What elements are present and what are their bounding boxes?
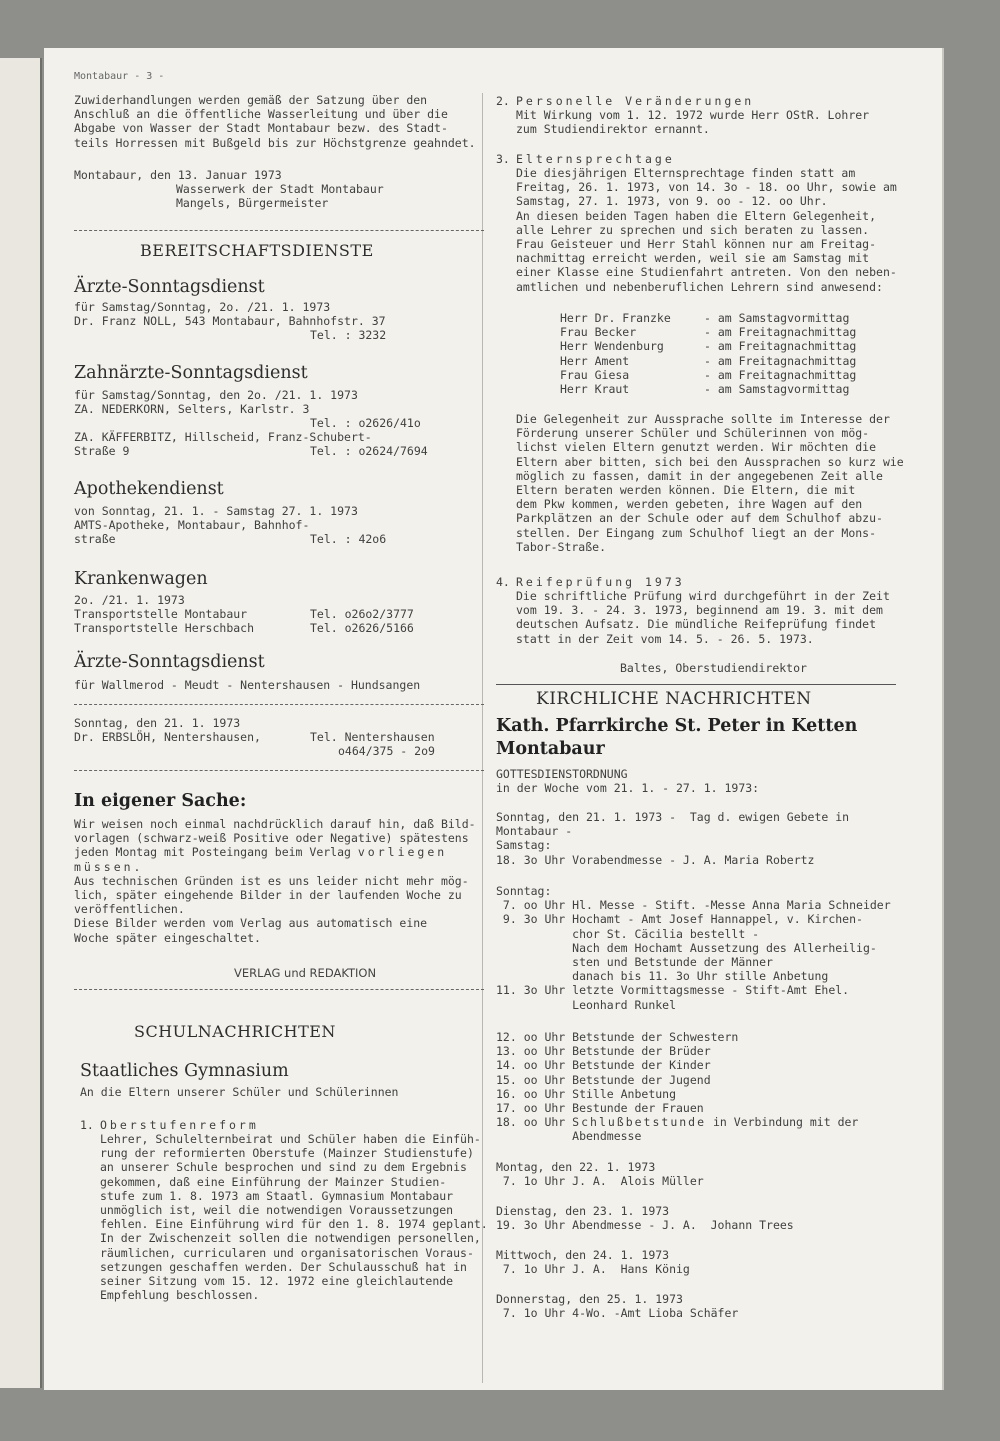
reifepruefung-paragraph [516, 589, 890, 646]
list-number: 3. [496, 152, 510, 166]
sunday-masses [496, 884, 891, 1012]
text-line: stufe zum 1. 8. 1973 am Staatl. Gymnasium Montabaur [100, 1188, 454, 1203]
text-line [496, 1115, 858, 1129]
text-line: Straße 9 [74, 444, 130, 458]
phone: Tel. : o2626/41o [310, 416, 421, 430]
text-line: 11. 3o Uhr letzte Vormittagsmesse - Stift-Amt Ehel. [496, 983, 850, 998]
text-line: Parkplätzen an der Schule oder auf dem Schulhof abzu- [516, 511, 883, 526]
text-line: Samstag, 27. 1. 1973, von 9. oo - 12. oo Uhr. [516, 194, 828, 209]
phone: Tel. o2626/5166 [310, 621, 414, 635]
sign-line: Wasserwerk der Stadt Montabaur [176, 182, 384, 196]
text-line: dem Pkw kommen, werden gebeten, ihre Wagen auf den [516, 497, 863, 512]
heading-gymnasium: Staatliches Gymnasium [80, 1061, 289, 1081]
elternsprechtage-paragraph [516, 166, 897, 294]
day-date: Mittwoch, den 24. 1. 1973 [496, 1248, 670, 1262]
text-line: deutschen Aufsatz. Die mündliche Reifeprüfung findet [516, 617, 877, 632]
text-line: seiner Sitzung vom 15. 12. 1972 eine gleichlautende [100, 1274, 454, 1289]
text-line: Die Gelegenheit zur Aussprache sollte im Interesse der [516, 412, 890, 426]
teacher-name: Herr Dr. Franzke [560, 311, 671, 325]
text-line: Samstag: [496, 838, 552, 853]
text-line: straße [74, 532, 116, 546]
text-line: lichst vielen Eltern genutzt werden. Wir möchten die [516, 440, 877, 455]
text-line: Zuwiderhandlungen werden gemäß der Satzung über den [74, 93, 428, 107]
text-line: Montabaur - [496, 824, 573, 839]
item-title: Oberstufenreform [100, 1118, 259, 1132]
text-line: Empfehlung beschlossen. [100, 1288, 260, 1303]
heading-church-town: Montabaur [496, 739, 605, 759]
sunday-schedule [496, 810, 849, 867]
text-line: 9. 3o Uhr Hochamt - Amt Josef Hannappel, v. Kirchen- [496, 912, 863, 927]
teacher-name: Herr Kraut [560, 382, 630, 397]
eigene-sache-paragraph [74, 817, 476, 945]
phone: Tel. Nentershausen [310, 730, 435, 744]
text-line: Woche später eingeschaltet. [74, 930, 261, 945]
text-line: AMTS-Apotheke, Montabaur, Bahnhof- [74, 518, 310, 532]
elternsprechtage-paragraph-2 [516, 412, 904, 554]
list-item [560, 311, 856, 325]
text-part: in Verbindung mit der [706, 1115, 859, 1130]
list-item [560, 354, 856, 368]
teacher-time: - am Freitagnachmittag [704, 339, 857, 354]
day-date: Dienstag, den 23. 1. 1973 [496, 1204, 670, 1218]
teacher-time: - am Samstagvormittag [704, 382, 850, 397]
text-line: 14. oo Uhr Betstunde der Kinder [496, 1058, 711, 1073]
text-line: von Sonntag, 21. 1. - Samstag 27. 1. 1973 [74, 504, 358, 518]
text-line: Abgabe von Wasser der Stadt Montabaur bezw. des Stadt- [74, 121, 448, 136]
text-line: Frau Geisteuer und Herr Stahl können nur am Freitag- [516, 237, 877, 252]
text-line: 13. oo Uhr Betstunde der Brüder [496, 1044, 711, 1059]
text-line: Tabor-Straße. [516, 539, 607, 554]
divider-line [74, 230, 484, 231]
text-line: Leonhard Runkel [496, 997, 677, 1012]
teacher-time: - am Freitagnachmittag [704, 353, 857, 368]
teacher-list [560, 311, 856, 396]
previous-page-edge [0, 58, 42, 1388]
divider-line [74, 770, 484, 771]
teacher-name: Frau Giesa [560, 367, 630, 382]
text-line: Sonntag, den 21. 1. 1973 - Tag d. ewigen Gebete in [496, 810, 850, 824]
text-line: stellen. Der Eingang zum Schulhof liegt an der Mons- [516, 525, 877, 540]
text-line: an unserer Schule besprochen und sind zu dem Ergebnis [100, 1160, 467, 1175]
teacher-time: - am Freitagnachmittag [704, 367, 857, 382]
text-line: Förderung unserer Schüler und Schülerinnen von mög- [516, 426, 870, 441]
verlag-sign: VERLAG und REDAKTION [234, 966, 377, 980]
teacher-time: - am Freitagnachmittag [704, 325, 857, 340]
text-line: In der Zwischenzeit sollen die notwendigen personellen, [100, 1231, 481, 1246]
school-sign: Baltes, Oberstudiendirektor [620, 661, 807, 675]
section-title-bereitschaft: BEREITSCHAFTSDIENSTE [140, 241, 374, 260]
text-line: nachmittag erreicht werden, weil sie am Samstag mit [516, 251, 870, 266]
section-title-schulnachrichten: SCHULNACHRICHTEN [134, 1022, 336, 1041]
text-line: sten und Betstunde der Männer [496, 955, 773, 970]
newspaper-page [44, 48, 942, 1390]
heading-church: Kath. Pfarrkirche St. Peter in Ketten [496, 716, 858, 736]
phone: Tel. : 42o6 [310, 532, 387, 546]
text-line: 12. oo Uhr Betstunde der Schwestern [496, 1030, 739, 1044]
text-line: statt in der Zeit vom 14. 5. - 26. 5. 1973. [516, 631, 814, 646]
heading-zahnaerzte: Zahnärzte-Sonntagsdienst [74, 363, 308, 383]
text-line: ZA. NEDERKORN, Selters, Karlstr. 3 [74, 402, 310, 416]
text-line: unmöglich ist, weil die notwendigen Voraussetzungen [100, 1203, 454, 1218]
text-line: setzungen geschaffen werden. Der Schulausschuß hat in [100, 1259, 467, 1274]
text-line: An diesen beiden Tagen haben die Eltern Gelegenheit, [516, 208, 877, 223]
list-number: 1. [80, 1118, 94, 1132]
text-line: amtlichen und nebenberuflichen Lehrern sind anwesend: [516, 279, 883, 294]
text-line: Freitag, 26. 1. 1973, von 14. 3o - 18. oo Uhr, sowie am [516, 180, 897, 195]
list-number: 4. [496, 575, 510, 589]
text-part: jeden Montag mit Posteingang beim Verlag [74, 845, 358, 860]
teacher-name: Herr Wendenburg [560, 339, 664, 354]
heading-aerzte-wallmerod: Ärzte-Sonntagsdienst [74, 652, 265, 672]
section-title-kirchlich: KIRCHLICHE NACHRICHTEN [536, 689, 812, 709]
teacher-time: - am Samstagvormittag [704, 311, 850, 325]
text-line: chor St. Cäcilia bestellt - [496, 926, 760, 941]
text-line: für Wallmerod - Meudt - Nentershausen - Hundsangen [74, 678, 421, 692]
text-line: gekommen, daß eine Einführung der Mainzer Studien- [100, 1174, 447, 1189]
text-line: lich, später eingehende Bilder in der laufenden Woche zu [74, 888, 462, 903]
text-line: 17. oo Uhr Bestunde der Frauen [496, 1101, 704, 1116]
heading-apotheke: Apothekendienst [74, 479, 224, 499]
teacher-name: Frau Becker [560, 325, 637, 340]
text-line: Nach dem Hochamt Aussetzung des Allerheilig- [496, 940, 877, 955]
text-line: räumlichen, curricularen und organisatorischen Voraus- [100, 1245, 474, 1260]
text-line: Anschluß an die öffentliche Wasserleitung und über die [74, 107, 448, 122]
day-entry: 7. 1o Uhr J. A. Alois Müller [496, 1174, 704, 1188]
oberstufe-paragraph [100, 1132, 488, 1302]
heading-krankenwagen: Krankenwagen [74, 569, 208, 589]
text-line: Dr. ERBSLÖH, Nentershausen, [74, 730, 261, 744]
text-line: zum Studiendirektor ernannt. [516, 122, 710, 136]
text-line: Sonntag, den 21. 1. 1973 [74, 716, 241, 730]
text-line: 2o. /21. 1. 1973 [74, 593, 185, 607]
betstunden [496, 1030, 858, 1144]
text-line: Dr. Franz NOLL, 543 Montabaur, Bahnhofstr. 37 [74, 314, 386, 328]
text-line: Transportstelle Montabaur [74, 607, 248, 621]
text-line: Die diesjährigen Elternsprechtage finden statt am [516, 166, 856, 180]
text-line: möglich zu fassen, damit in der angegebenen Zeit alle [516, 468, 883, 483]
divider-line [74, 989, 484, 990]
heading-eigene-sache: In eigener Sache: [74, 791, 247, 811]
item-title: Reifeprüfung 1973 [516, 575, 685, 589]
spaced-word: vorliegen [357, 845, 448, 860]
text-line: einer Klasse eine Studienfahrt antreten. Von den neben- [516, 265, 897, 280]
text-line: Wir weisen noch einmal nachdrücklich darauf hin, daß Bild- [74, 817, 476, 831]
text-line: 16. oo Uhr Stille Anbetung [496, 1086, 677, 1101]
item-title: Personelle Veränderungen [516, 94, 755, 108]
spaced-word: müssen. [74, 859, 144, 874]
text-line: für Samstag/Sonntag, den 2o. /21. 1. 1973 [74, 388, 358, 402]
text-line: Aus technischen Gründen ist es uns leider nicht mehr mög- [74, 873, 469, 888]
day-date: Donnerstag, den 25. 1. 1973 [496, 1292, 683, 1306]
text-line: rung der reformierten Oberstufe (Mainzer Studienstufe) [100, 1146, 474, 1161]
day-entry: 7. 1o Uhr 4-Wo. -Amt Lioba Schäfer [496, 1306, 739, 1320]
phone: Tel. : o2624/7694 [310, 444, 428, 458]
text-line: 7. oo Uhr Hl. Messe - Stift. -Messe Anna Maria Schneider [496, 898, 891, 913]
text-line: fehlen. Eine Einführung wird für den 1. 8. 1974 geplant. [100, 1217, 488, 1232]
list-item [560, 325, 856, 339]
text-line: Eltern beraten werden können. Die Eltern, die mit [516, 483, 856, 498]
heading-aerzte: Ärzte-Sonntagsdienst [74, 277, 265, 297]
intro-paragraph [74, 93, 476, 150]
text-line: Mit Wirkung vom 1. 12. 1972 wurde Herr OStR. Lohrer [516, 108, 870, 122]
phone: Tel. o26o2/3777 [310, 607, 414, 621]
list-item [560, 339, 856, 353]
text-line: 18. 3o Uhr Vorabendmesse - J. A. Maria Robertz [496, 852, 815, 867]
list-item [560, 368, 856, 382]
item-title: Elternsprechtage [516, 152, 675, 166]
sign-date: Montabaur, den 13. Januar 1973 [74, 168, 282, 182]
phone: o464/375 - 2o9 [338, 744, 435, 758]
divider-line [74, 704, 484, 705]
text-line: 15. oo Uhr Betstunde der Jugend [496, 1072, 711, 1087]
text-line: Eltern aber bitten, sich bei den Aussprachen so kurz wie [516, 454, 904, 469]
text-line: Sonntag: [496, 884, 552, 898]
list-number: 2. [496, 94, 510, 108]
text-line: alle Lehrer zu sprechen und sich beraten zu lassen. [516, 222, 870, 237]
page-header: Montabaur - 3 - [74, 71, 165, 82]
teacher-name: Herr Ament [560, 353, 630, 368]
text-line: Abendmesse [496, 1129, 642, 1144]
text-line: Transportstelle Herschbach [74, 621, 255, 635]
divider-line [496, 684, 896, 685]
text-line: GOTTESDIENSTORDNUNG [496, 767, 628, 781]
text-line: ZA. KÄFFERBITZ, Hillscheid, Franz-Schubert- [74, 430, 372, 444]
text-line: vorlagen (schwarz-weiß Positive oder Negative) spätestens [74, 831, 469, 846]
list-item [560, 382, 856, 396]
text-line: für Samstag/Sonntag, 2o. /21. 1. 1973 [74, 300, 331, 314]
text-line [74, 845, 476, 859]
spaced-word: Schlußbetstunde [572, 1115, 707, 1130]
phone: Tel. : 3232 [310, 328, 387, 342]
text-line: danach bis 11. 3o Uhr stille Anbetung [496, 969, 829, 984]
text-part: 18. oo Uhr [496, 1115, 573, 1130]
text-line: Diese Bilder werden vom Verlag aus automatisch eine [74, 916, 428, 931]
sign-line: Mangels, Bürgermeister [176, 196, 329, 210]
day-entry: 19. 3o Uhr Abendmesse - J. A. Johann Trees [496, 1218, 794, 1232]
text-line: teils Horressen mit Bußgeld bis zur Höchstgrenze geahndet. [74, 135, 476, 150]
text-line: Die schriftliche Prüfung wird durchgeführt in der Zeit [516, 589, 890, 603]
text-line: An die Eltern unserer Schüler und Schülerinnen [80, 1085, 399, 1099]
text-line: Lehrer, Schulelternbeirat und Schüler haben die Einfüh- [100, 1132, 481, 1146]
text-line: veröffentlichen. [74, 902, 185, 917]
text-line: in der Woche vom 21. 1. - 27. 1. 1973: [496, 781, 760, 795]
day-entry: 7. 1o Uhr J. A. Hans König [496, 1262, 690, 1276]
text-line: vom 19. 3. - 24. 3. 1973, beginnend am 19. 3. mit dem [516, 603, 883, 618]
day-date: Montag, den 22. 1. 1973 [496, 1160, 656, 1174]
